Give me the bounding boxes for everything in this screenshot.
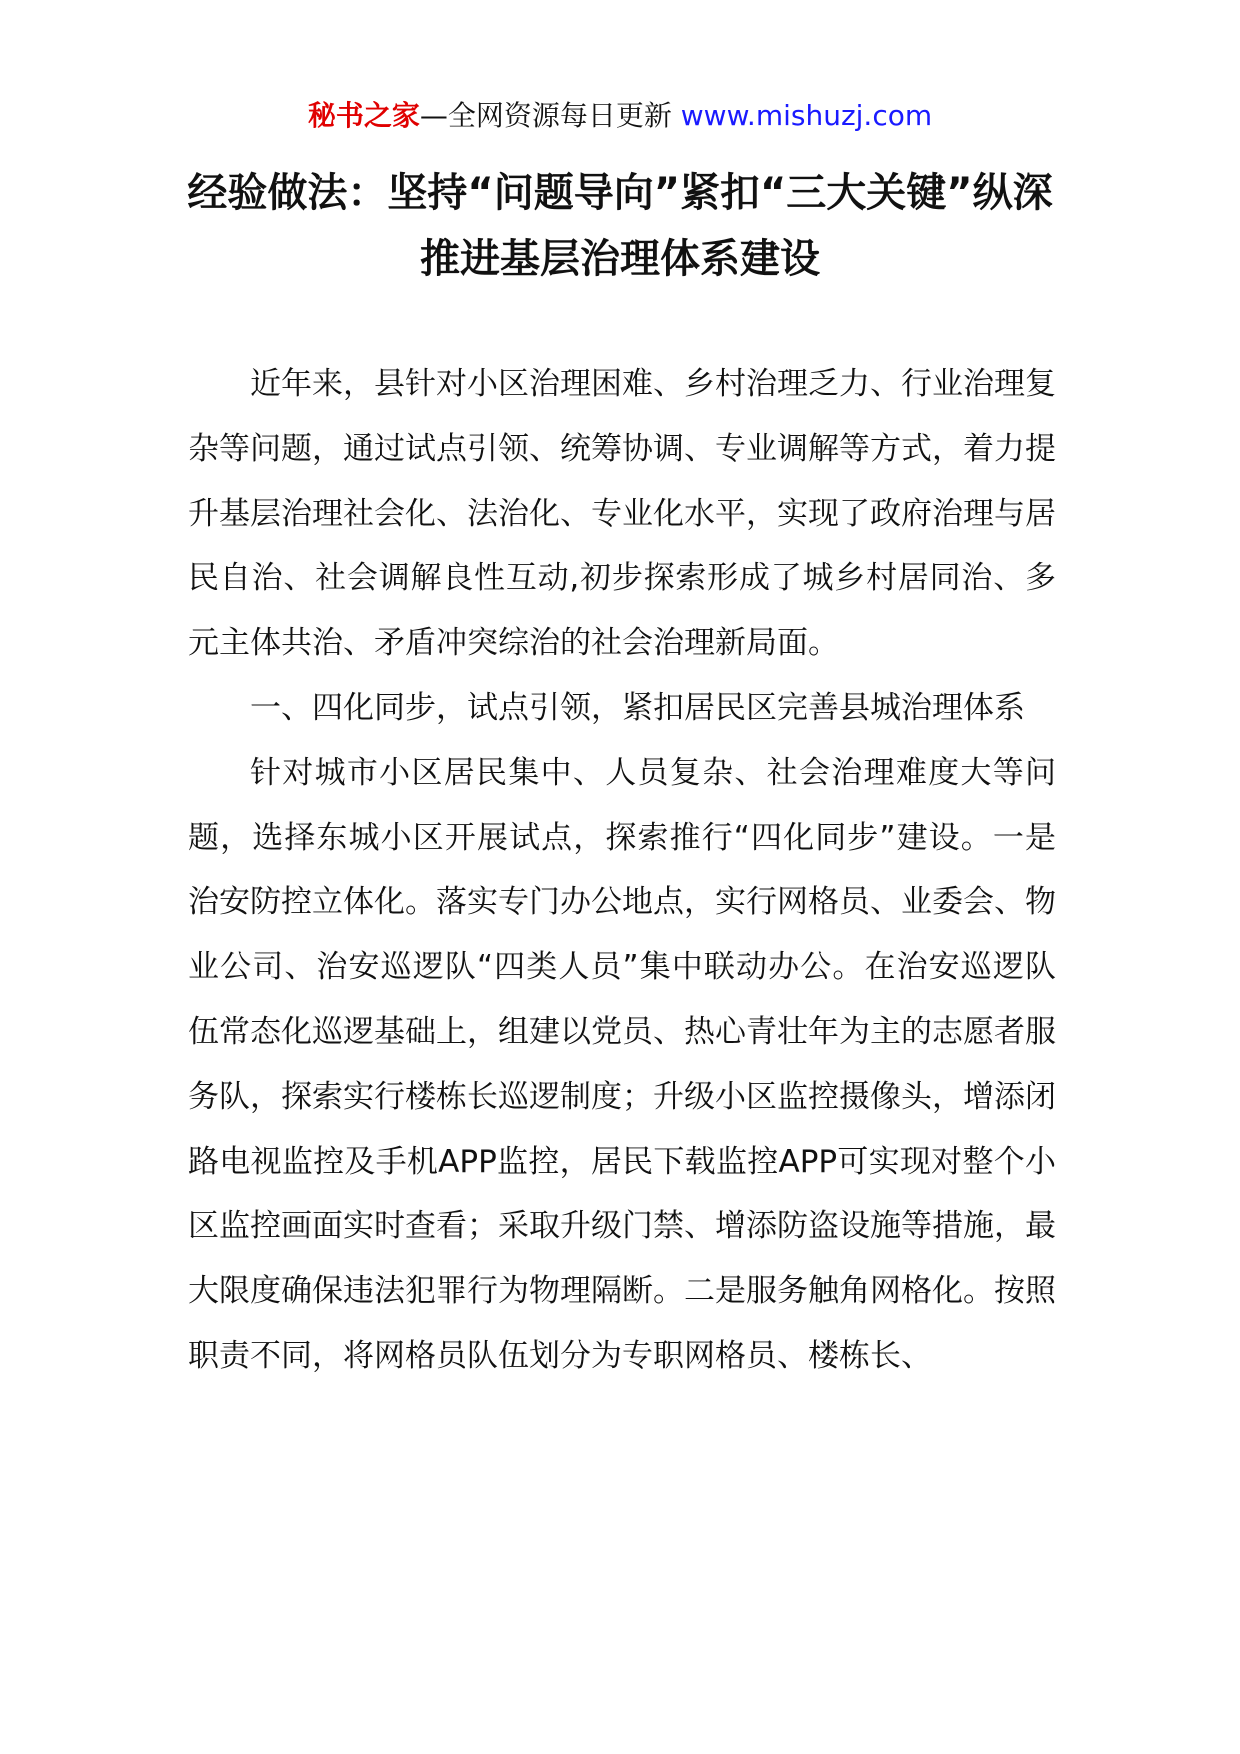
document-title: 经验做法：坚持“问题导向”紧扣“三大关键”纵深推进基层治理体系建设 <box>187 170 1053 282</box>
site-url-link[interactable]: www.mishuzj.com <box>680 99 933 132</box>
intro-paragraph: 近年来，县针对小区治理困难、乡村治理乏力、行业治理复杂等问题，通过试点引领、统筹协调、专业调解等方式，着力提升基层治理社会化、法治化、专业化水平，实现了政府治理与居民自治、社会调解良性互动,初步探索形成了城乡村居同治、多元主体共治、矛盾冲突综治的社会治理新局面。 <box>188 366 1056 662</box>
section-heading: 一、四化同步，试点引领，紧扣居民区完善县城治理体系 <box>250 689 1025 726</box>
header-tagline: —全网资源每日更新 <box>419 99 681 132</box>
body-paragraph: 针对城市小区居民集中、人员复杂、社会治理难度大等问题，选择东城小区开展试点，探索推行“四化同步”建设。一是治安防控立体化。落实专门办公地点，实行网格员、业委会、物业公司、治安巡逻队“四类人员”集中联动办公。在治安巡逻队伍常态化巡逻基础上，组建以党员、热心青壮年为主的志愿者服务队，探索实行楼栋长巡逻制度；升级小区监控摄像头，增添闭路电视监控及手机APP监控，居民下载监控APP可实现对整个小区监控画面实时查看；采取升级门禁、增添防盗设施等措施，最大限度确保违法犯罪行为物理隔断。二是服务触角网格化。按照职责不同，将网格员队伍划分为专职网格员、楼栋长、 <box>188 754 1056 1374</box>
brand-name: 秘书之家 <box>307 99 420 132</box>
site-header <box>0 96 1240 136</box>
document-body <box>188 352 1056 1389</box>
